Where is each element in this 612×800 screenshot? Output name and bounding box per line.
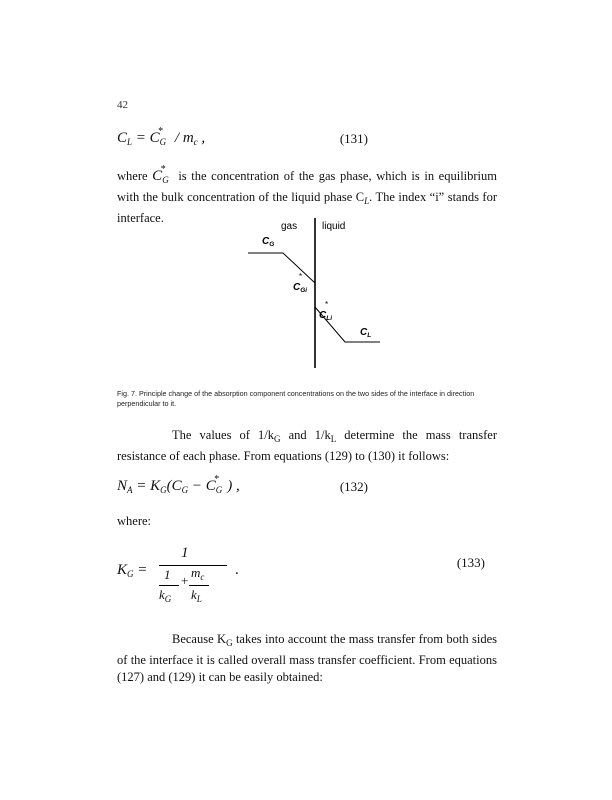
paragraph-equilibrium: where $C_G^*$ is the concentration of the gas phase, which is in equilibrium with the bulk concentration of the liquid phase $C_L$. The index “i” stands for interface. xyxy=(117,164,498,225)
paragraph-where: where: xyxy=(117,514,152,528)
gas-label: gas xyxy=(281,221,298,232)
paragraph-resistance: The values of $1/k_G$ and $1/k_L$ determine the mass transfer resistance of each phase. From equations (129) to (130) it follows: xyxy=(117,428,497,463)
equation-number: (133) xyxy=(456,555,485,570)
equation-132: $N_A = K_G(C_G - C_G^*$ ) , (132) xyxy=(117,474,368,495)
cgi-label: $C_{Gi}$ xyxy=(293,282,308,294)
gas-concentration-profile xyxy=(248,253,315,283)
liquid-concentration-profile xyxy=(315,307,380,342)
cgi-star: * xyxy=(299,272,303,281)
equation-number: (132) xyxy=(339,479,368,494)
cg-label: $C_G$ xyxy=(262,236,275,248)
liquid-label: liquid xyxy=(322,221,346,232)
equation-133: $K_G$ = 1 1 + $m_c$ $k_G$ $k_L$ . (133) xyxy=(117,545,485,604)
cli-star: * xyxy=(325,300,329,309)
equation-number: (131) xyxy=(339,131,368,146)
equation-131: $C_L = C_G^* / m_c$ , (131) xyxy=(117,126,368,147)
figure-caption: Fig. 7. Principle change of the absorption component concentrations on the two sides of the interface in direction perpendicular to it. xyxy=(117,389,475,408)
cl-label: $C_L$ xyxy=(360,327,372,339)
cli-label: $C_{Li}$ xyxy=(319,310,333,322)
page-number: 42 xyxy=(117,99,128,111)
paragraph-overall-coefficient: Because $K_G$ takes into account the mass transfer from both sides of the interface it is called overall mass transfer coefficient. From equations (127) and (129) it can be easily obtained: xyxy=(117,632,497,684)
